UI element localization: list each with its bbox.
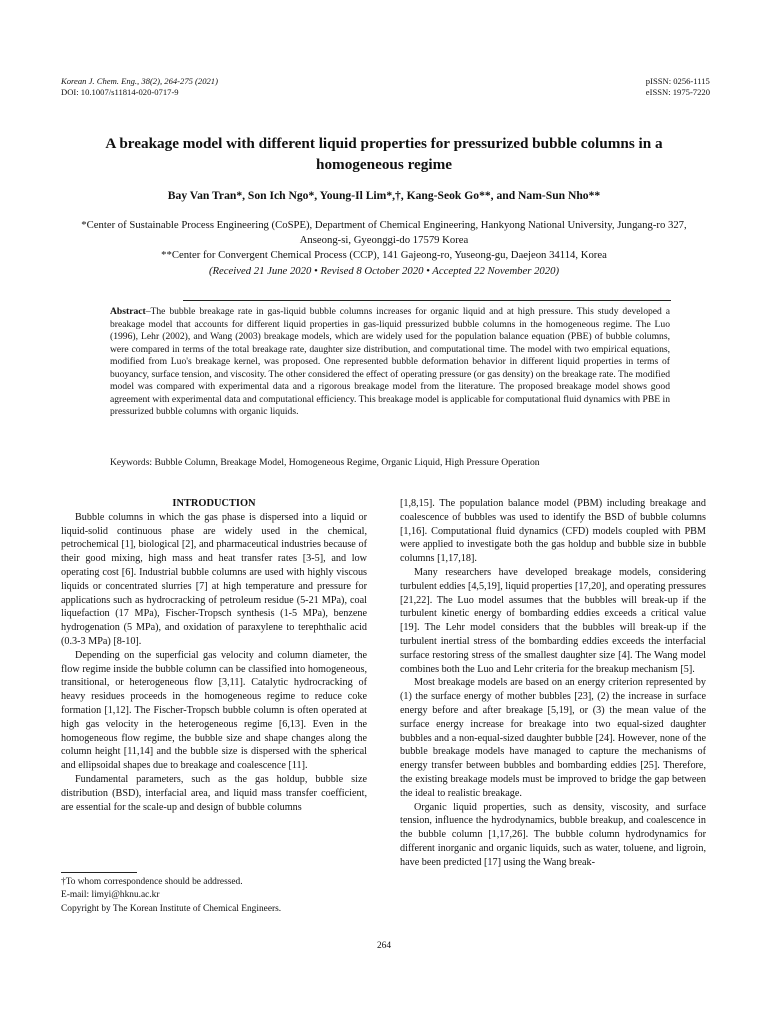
body-paragraph: Fundamental parameters, such as the gas holdup, bubble size distribution (BSD), interfacial area, and liquid mass transfer coefficient, are essential for the scale-up and design of bubble columns [61, 773, 367, 813]
keywords: Keywords: Bubble Column, Breakage Model, Homogeneous Regime, Organic Liquid, High Pressure Operation [110, 457, 540, 468]
author-list: Bay Van Tran*, Son Ich Ngo*, Young-Il Lim*,†, Kang-Seok Go**, and Nam-Sun Nho** [167, 189, 601, 202]
paper-title: A breakage model with different liquid properties for pressurized bubble columns in a homogeneous regime [105, 135, 663, 173]
right-column [400, 497, 706, 870]
body-paragraph: Depending on the superficial gas velocity and column diameter, the flow regime inside the bubble column can be classified into homogeneous, transitional, or heterogeneous flow [3,11]. Catalytic hydrocracking of heavy residues proceeds in the homogeneous regime to reduce coke formation [1,12]. The Fischer-Tropsch bubble column is often operated at high gas velocity in the heterogeneous regime [6,13]. Even in the homogeneous flow regime, the bubble size and shape changes along the column height [11,14] and the bubble size is dispersed with the spherical and ellipsoidal shapes due to breakage and coalescence [11]. [61, 649, 367, 772]
footnote-rule [61, 872, 137, 873]
body-paragraph: Most breakage models are based on an energy criterion represented by (1) the surface energy of mother bubbles [23], (2) the increase in surface energy before and after breakage [5,19], or (3) the mean value of the surface energy increase for breakage into two equal-sized daughter bubbles and a non-equal-sized daughter bubble [24]. However, none of the bubble breakage models have managed to capture the mechanisms of energy transfer between bubbles and bombarding eddies [25]. Therefore, the existing breakage models must be improved to bridge the gap between the ideal to realistic breakage. [400, 677, 706, 799]
body-paragraph: Many researchers have developed breakage models, considering turbulent eddies [4,5,19], liquid properties [17,20], and operating pressures [21,22]. The Luo model assumes that the bubbles will break-up if the turbulent kinetic energy of bombarding eddies exceeds a critical value [19]. The Lehr model considers that the bubbles will break-up if the turbulent inertial stress of the bombarding eddies exceeds the interfacial surface restoring stress of the smallest daughter size [4]. The Wang model combines both the Luo and Lehr criteria for the breakup mechanism [5]. [400, 566, 706, 675]
page-number: 264 [376, 941, 392, 951]
correspondence-note: †To whom correspondence should be addressed. [61, 877, 243, 887]
body-paragraph: Bubble columns in which the gas phase is dispersed into a liquid or liquid-solid continuous phase are widely used in the chemical, petrochemical [1], biological [2], and pharmaceutical industries because of their good mixing, high mass and heat transfer rates [3-5], and low operating cost [6]. Industrial bubble columns are used with highly viscous liquids or concentrated slurries [7] at high temperature and pressure for applications such as hydrocracking of petroleum residue (5-21 MPa), coal liquefaction (17 MPa), Fischer-Tropsch synthesis (1-5 MPa), benzene hydrogenation (5 MPa), and oxidation of paraxylene to terephthalic acid (0.3-3 MPa) [8-10]. [61, 511, 367, 647]
abstract-rule [183, 300, 671, 301]
affiliation-1: *Center of Sustainable Process Engineering (CoSPE), Department of Chemical Engineering, Hankyong National University, Jungang-ro 327, Anseong-si, Gyeonggi-do 17579 Korea [81, 219, 687, 247]
author-email[interactable]: E-mail: limyi@hknu.ac.kr [61, 890, 160, 901]
journal-reference: Korean J. Chem. Eng., 38(2), 264-275 (2021) [61, 76, 218, 86]
issn-block [646, 76, 710, 98]
abstract-text: The bubble breakage rate in gas-liquid bubble columns increases for organic liquid and at high pressure. This study developed a breakage model that accounts for different liquid properties in gas-liquid pressurized bubble columns in the homogeneous regime. The Luo (1996), Lehr (2002), and Wang (2003) breakage models, which are widely used for the population balance equation (PBE) of bubble columns, were compared in terms of the total breakage rate, daughter size distribution, and computational time. The model with two empirical equations, modified from Luo's breakage kernel, was proposed. One represented bubble deformation behavior in different liquid properties in terms of buoyancy, surface tension, and viscosity. The other considered the effect of operating pressure (or gas density) on the breakage rate. The modified model was compared with experimental data and a rigorous breakage model from the literature. The proposed breakage model shows good agreement with experimental data and computational efficiency. This breakage model is applicable for computational fluid dynamics with PBE in pressurized bubble columns with organic liquids. [110, 306, 670, 417]
pissn: pISSN: 0256-1115 [645, 76, 710, 86]
doi-link[interactable]: DOI: 10.1007/s11814-020-0717-9 [61, 87, 179, 97]
body-paragraph: Organic liquid properties, such as density, viscosity, and surface tension, influence the hydrodynamics, bubble breakup, and coalescence in the bubble column [1,17,26]. The bubble column hydrodynamics for different inorganic and organic liquids, such as water, toluene, and ligroin, have been predicted [17] using the Wang break- [400, 801, 706, 868]
journal-citation [61, 76, 218, 98]
footnotes [61, 876, 367, 916]
affiliations [60, 218, 708, 279]
left-column [61, 497, 367, 814]
section-heading-introduction: INTRODUCTION [172, 498, 256, 509]
affiliation-2: **Center for Convergent Chemical Process (CCP), 141 Gajeong-ro, Yuseong-gu, Daejeon 34114, Korea [161, 249, 607, 262]
received-dates: (Received 21 June 2020 • Revised 8 October 2020 • Accepted 22 November 2020) [208, 264, 560, 277]
copyright-note: Copyright by The Korean Institute of Chemical Engineers. [61, 903, 282, 914]
abstract-label: Abstract [110, 306, 146, 317]
body-paragraph: [1,8,15]. The population balance model (PBM) including breakage and coalescence of bubbles was used to identify the BSD of bubble columns [1,16]. Computational fluid dynamics (CFD) models coupled with PBM were applied to investigate both the gas holdup and bubble size in bubble columns [1,17,18]. [400, 498, 706, 565]
eissn: eISSN: 1975-7220 [645, 87, 710, 97]
abstract: Abstract–The bubble breakage rate in gas-liquid bubble columns increases for organic liquid and at high pressure. This study developed a breakage model that accounts for different liquid properties in gas-liquid pressurized bubble columns in the homogeneous regime. The Luo (1996), Lehr (2002), and Wang (2003) breakage models, which are widely used for the population balance equation (PBE) of bubble columns, were compared in terms of the total breakage rate, daughter size distribution, and computational time. The model with two empirical equations, modified from Luo's breakage kernel, was proposed. One represented bubble deformation behavior in different liquid properties in terms of buoyancy, surface tension, and viscosity. The other considered the effect of operating pressure (or gas density) on the breakage rate. The modified model was compared with experimental data and a rigorous breakage model from the literature. The proposed breakage model shows good agreement with experimental data and computational efficiency. This breakage model is applicable for computational fluid dynamics with PBE in pressurized bubble columns with organic liquids. [110, 306, 670, 419]
